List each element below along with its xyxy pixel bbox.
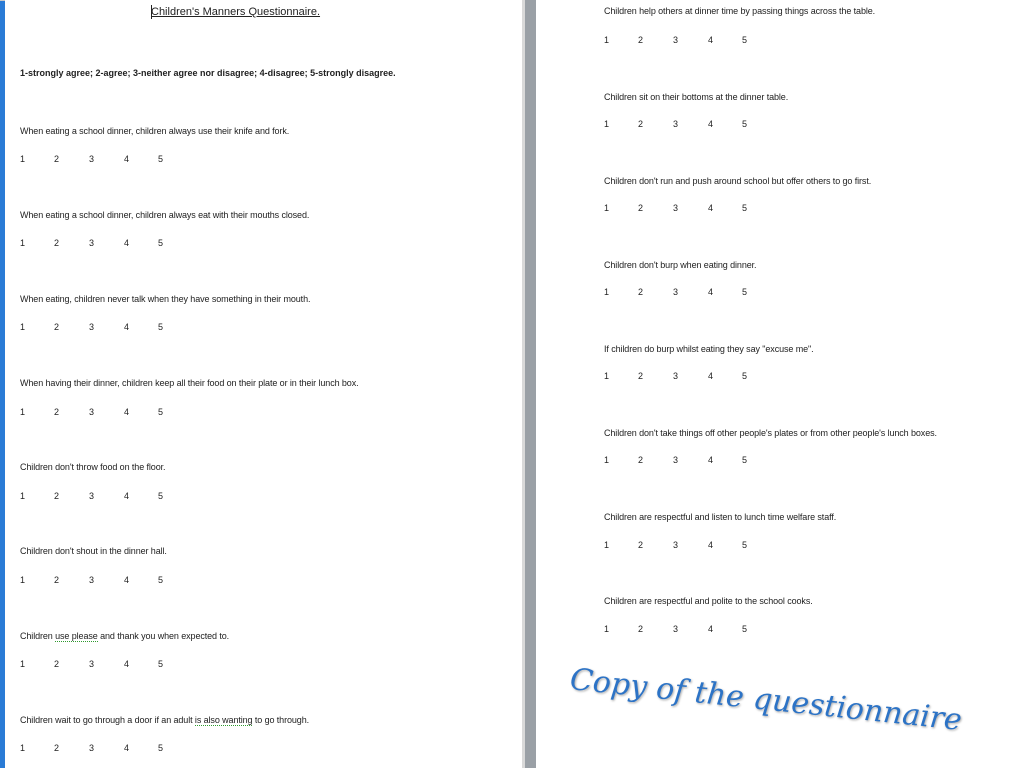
scale-option[interactable]: 1 bbox=[20, 743, 26, 753]
scale-option[interactable]: 1 bbox=[20, 659, 26, 669]
scale-option[interactable]: 1 bbox=[20, 238, 26, 248]
scale-option[interactable]: 1 bbox=[20, 491, 26, 501]
scale-option[interactable]: 1 bbox=[20, 154, 26, 164]
scale-option[interactable]: 2 bbox=[54, 154, 60, 164]
scale-option[interactable]: 4 bbox=[124, 154, 130, 164]
scale-option[interactable]: 3 bbox=[673, 624, 679, 634]
scale-option[interactable]: 5 bbox=[742, 119, 748, 129]
question-text: When eating a school dinner, children always eat with their mouths closed. bbox=[20, 210, 310, 220]
rating-scale bbox=[604, 119, 776, 129]
question-text: Children don't burp when eating dinner. bbox=[604, 260, 757, 270]
scale-option[interactable]: 5 bbox=[158, 743, 164, 753]
question-text: Children help others at dinner time by passing things across the table. bbox=[604, 6, 876, 16]
scale-option[interactable]: 2 bbox=[54, 575, 60, 585]
scale-option[interactable]: 3 bbox=[673, 35, 679, 45]
rating-scale bbox=[604, 371, 776, 381]
scale-option[interactable]: 5 bbox=[158, 322, 164, 332]
scale-option[interactable]: 4 bbox=[124, 407, 130, 417]
spellcheck-mark: is also wanting bbox=[194, 715, 253, 725]
rating-scale bbox=[20, 407, 192, 417]
page-gutter bbox=[522, 0, 536, 768]
scale-option[interactable]: 1 bbox=[20, 575, 26, 585]
scale-option[interactable]: 3 bbox=[89, 322, 95, 332]
rating-scale bbox=[20, 491, 192, 501]
scale-option[interactable]: 5 bbox=[158, 491, 164, 501]
scale-option[interactable]: 2 bbox=[638, 624, 644, 634]
scale-option[interactable]: 3 bbox=[673, 287, 679, 297]
rating-scale bbox=[604, 624, 776, 634]
scale-option[interactable]: 4 bbox=[124, 659, 130, 669]
scale-option[interactable]: 4 bbox=[708, 540, 714, 550]
scale-option[interactable]: 4 bbox=[708, 624, 714, 634]
rating-scale bbox=[604, 203, 776, 213]
rating-scale bbox=[20, 575, 192, 585]
scale-option[interactable]: 5 bbox=[158, 575, 164, 585]
scale-option[interactable]: 3 bbox=[89, 743, 95, 753]
question-text: Children don't shout in the dinner hall. bbox=[20, 546, 167, 556]
scale-option[interactable]: 3 bbox=[89, 659, 95, 669]
question-text: Children are respectful and polite to the school cooks. bbox=[604, 596, 813, 606]
scale-option[interactable]: 5 bbox=[158, 154, 164, 164]
scale-option[interactable]: 2 bbox=[54, 407, 60, 417]
scale-option[interactable]: 4 bbox=[708, 119, 714, 129]
scale-option[interactable]: 1 bbox=[604, 287, 610, 297]
scale-option[interactable]: 3 bbox=[673, 203, 679, 213]
scale-option[interactable]: 2 bbox=[638, 371, 644, 381]
question-text: Children use please and thank you when expected to. bbox=[20, 631, 230, 641]
scale-option[interactable]: 4 bbox=[124, 238, 130, 248]
scale-option[interactable]: 1 bbox=[604, 371, 610, 381]
question-text: When eating, children never talk when they have something in their mouth. bbox=[20, 294, 311, 304]
scale-option[interactable]: 3 bbox=[89, 238, 95, 248]
scale-option[interactable]: 3 bbox=[673, 119, 679, 129]
document-page-right bbox=[536, 0, 1024, 768]
scale-option[interactable]: 1 bbox=[604, 119, 610, 129]
scale-option[interactable]: 2 bbox=[54, 322, 60, 332]
question-text: If children do burp whilst eating they say "excuse me". bbox=[604, 344, 814, 354]
scale-option[interactable]: 3 bbox=[673, 371, 679, 381]
document-page-left bbox=[5, 0, 522, 768]
scale-option[interactable]: 3 bbox=[673, 455, 679, 465]
scale-option[interactable]: 1 bbox=[604, 203, 610, 213]
scale-option[interactable]: 1 bbox=[604, 624, 610, 634]
rating-scale bbox=[604, 540, 776, 550]
scale-option[interactable]: 1 bbox=[20, 322, 26, 332]
scale-option[interactable]: 3 bbox=[673, 540, 679, 550]
scale-option[interactable]: 4 bbox=[708, 455, 714, 465]
scale-option[interactable]: 5 bbox=[742, 540, 748, 550]
scale-option[interactable]: 1 bbox=[604, 35, 610, 45]
rating-scale bbox=[20, 238, 192, 248]
scale-option[interactable]: 2 bbox=[54, 659, 60, 669]
scale-option[interactable]: 4 bbox=[708, 35, 714, 45]
question-text: Children wait to go through a door if an adult is also wanting to go through. bbox=[20, 715, 310, 725]
spellcheck-mark: use please bbox=[55, 631, 98, 641]
scale-option[interactable]: 2 bbox=[638, 540, 644, 550]
scale-option[interactable]: 1 bbox=[604, 540, 610, 550]
scale-option[interactable]: 4 bbox=[708, 203, 714, 213]
scale-option[interactable]: 3 bbox=[89, 154, 95, 164]
scale-option[interactable]: 1 bbox=[604, 455, 610, 465]
scale-option[interactable]: 5 bbox=[742, 455, 748, 465]
scale-option[interactable]: 2 bbox=[54, 743, 60, 753]
question-text: When having their dinner, children keep all their food on their plate or in their lunch box. bbox=[20, 378, 359, 388]
scale-option[interactable]: 5 bbox=[742, 624, 748, 634]
scale-option[interactable]: 5 bbox=[742, 371, 748, 381]
question-text: Children are respectful and listen to lunch time welfare staff. bbox=[604, 512, 837, 522]
scale-option[interactable]: 3 bbox=[89, 575, 95, 585]
scale-option[interactable]: 3 bbox=[89, 407, 95, 417]
scale-option[interactable]: 1 bbox=[20, 407, 26, 417]
rating-scale bbox=[604, 287, 776, 297]
scale-option[interactable]: 2 bbox=[638, 35, 644, 45]
rating-legend: 1-strongly agree; 2-agree; 3-neither agree nor disagree; 4-disagree; 5-strongly disagree. bbox=[20, 68, 396, 78]
rating-scale bbox=[604, 35, 776, 45]
scale-option[interactable]: 2 bbox=[54, 238, 60, 248]
scale-option[interactable]: 4 bbox=[708, 371, 714, 381]
scale-option[interactable]: 4 bbox=[124, 491, 130, 501]
scale-option[interactable]: 2 bbox=[638, 455, 644, 465]
document-title: Children's Manners Questionnaire. bbox=[151, 6, 321, 18]
scale-option[interactable]: 2 bbox=[638, 203, 644, 213]
scale-option[interactable]: 4 bbox=[708, 287, 714, 297]
scale-option[interactable]: 5 bbox=[158, 659, 164, 669]
scale-option[interactable]: 2 bbox=[54, 491, 60, 501]
rating-scale bbox=[20, 659, 192, 669]
question-text: Children don't run and push around school but offer others to go first. bbox=[604, 176, 872, 186]
scale-option[interactable]: 5 bbox=[742, 203, 748, 213]
scale-option[interactable]: 4 bbox=[124, 743, 130, 753]
question-text: Children don't take things off other people's plates or from other people's lunch boxes. bbox=[604, 428, 937, 438]
rating-scale bbox=[20, 743, 192, 753]
scale-option[interactable]: 4 bbox=[124, 322, 130, 332]
question-text: Children don't throw food on the floor. bbox=[20, 462, 166, 472]
scale-option[interactable]: 3 bbox=[89, 491, 95, 501]
rating-scale bbox=[20, 322, 192, 332]
scale-option[interactable]: 4 bbox=[124, 575, 130, 585]
scale-option[interactable]: 5 bbox=[742, 287, 748, 297]
scale-option[interactable]: 5 bbox=[158, 238, 164, 248]
scale-option[interactable]: 5 bbox=[742, 35, 748, 45]
question-text: Children sit on their bottoms at the dinner table. bbox=[604, 92, 789, 102]
rating-scale bbox=[20, 154, 192, 164]
scale-option[interactable]: 2 bbox=[638, 119, 644, 129]
rating-scale bbox=[604, 455, 776, 465]
question-text: When eating a school dinner, children always use their knife and fork. bbox=[20, 126, 290, 136]
scale-option[interactable]: 2 bbox=[638, 287, 644, 297]
slide-caption: Copy of the questionnaire bbox=[568, 662, 964, 738]
scale-option[interactable]: 5 bbox=[158, 407, 164, 417]
